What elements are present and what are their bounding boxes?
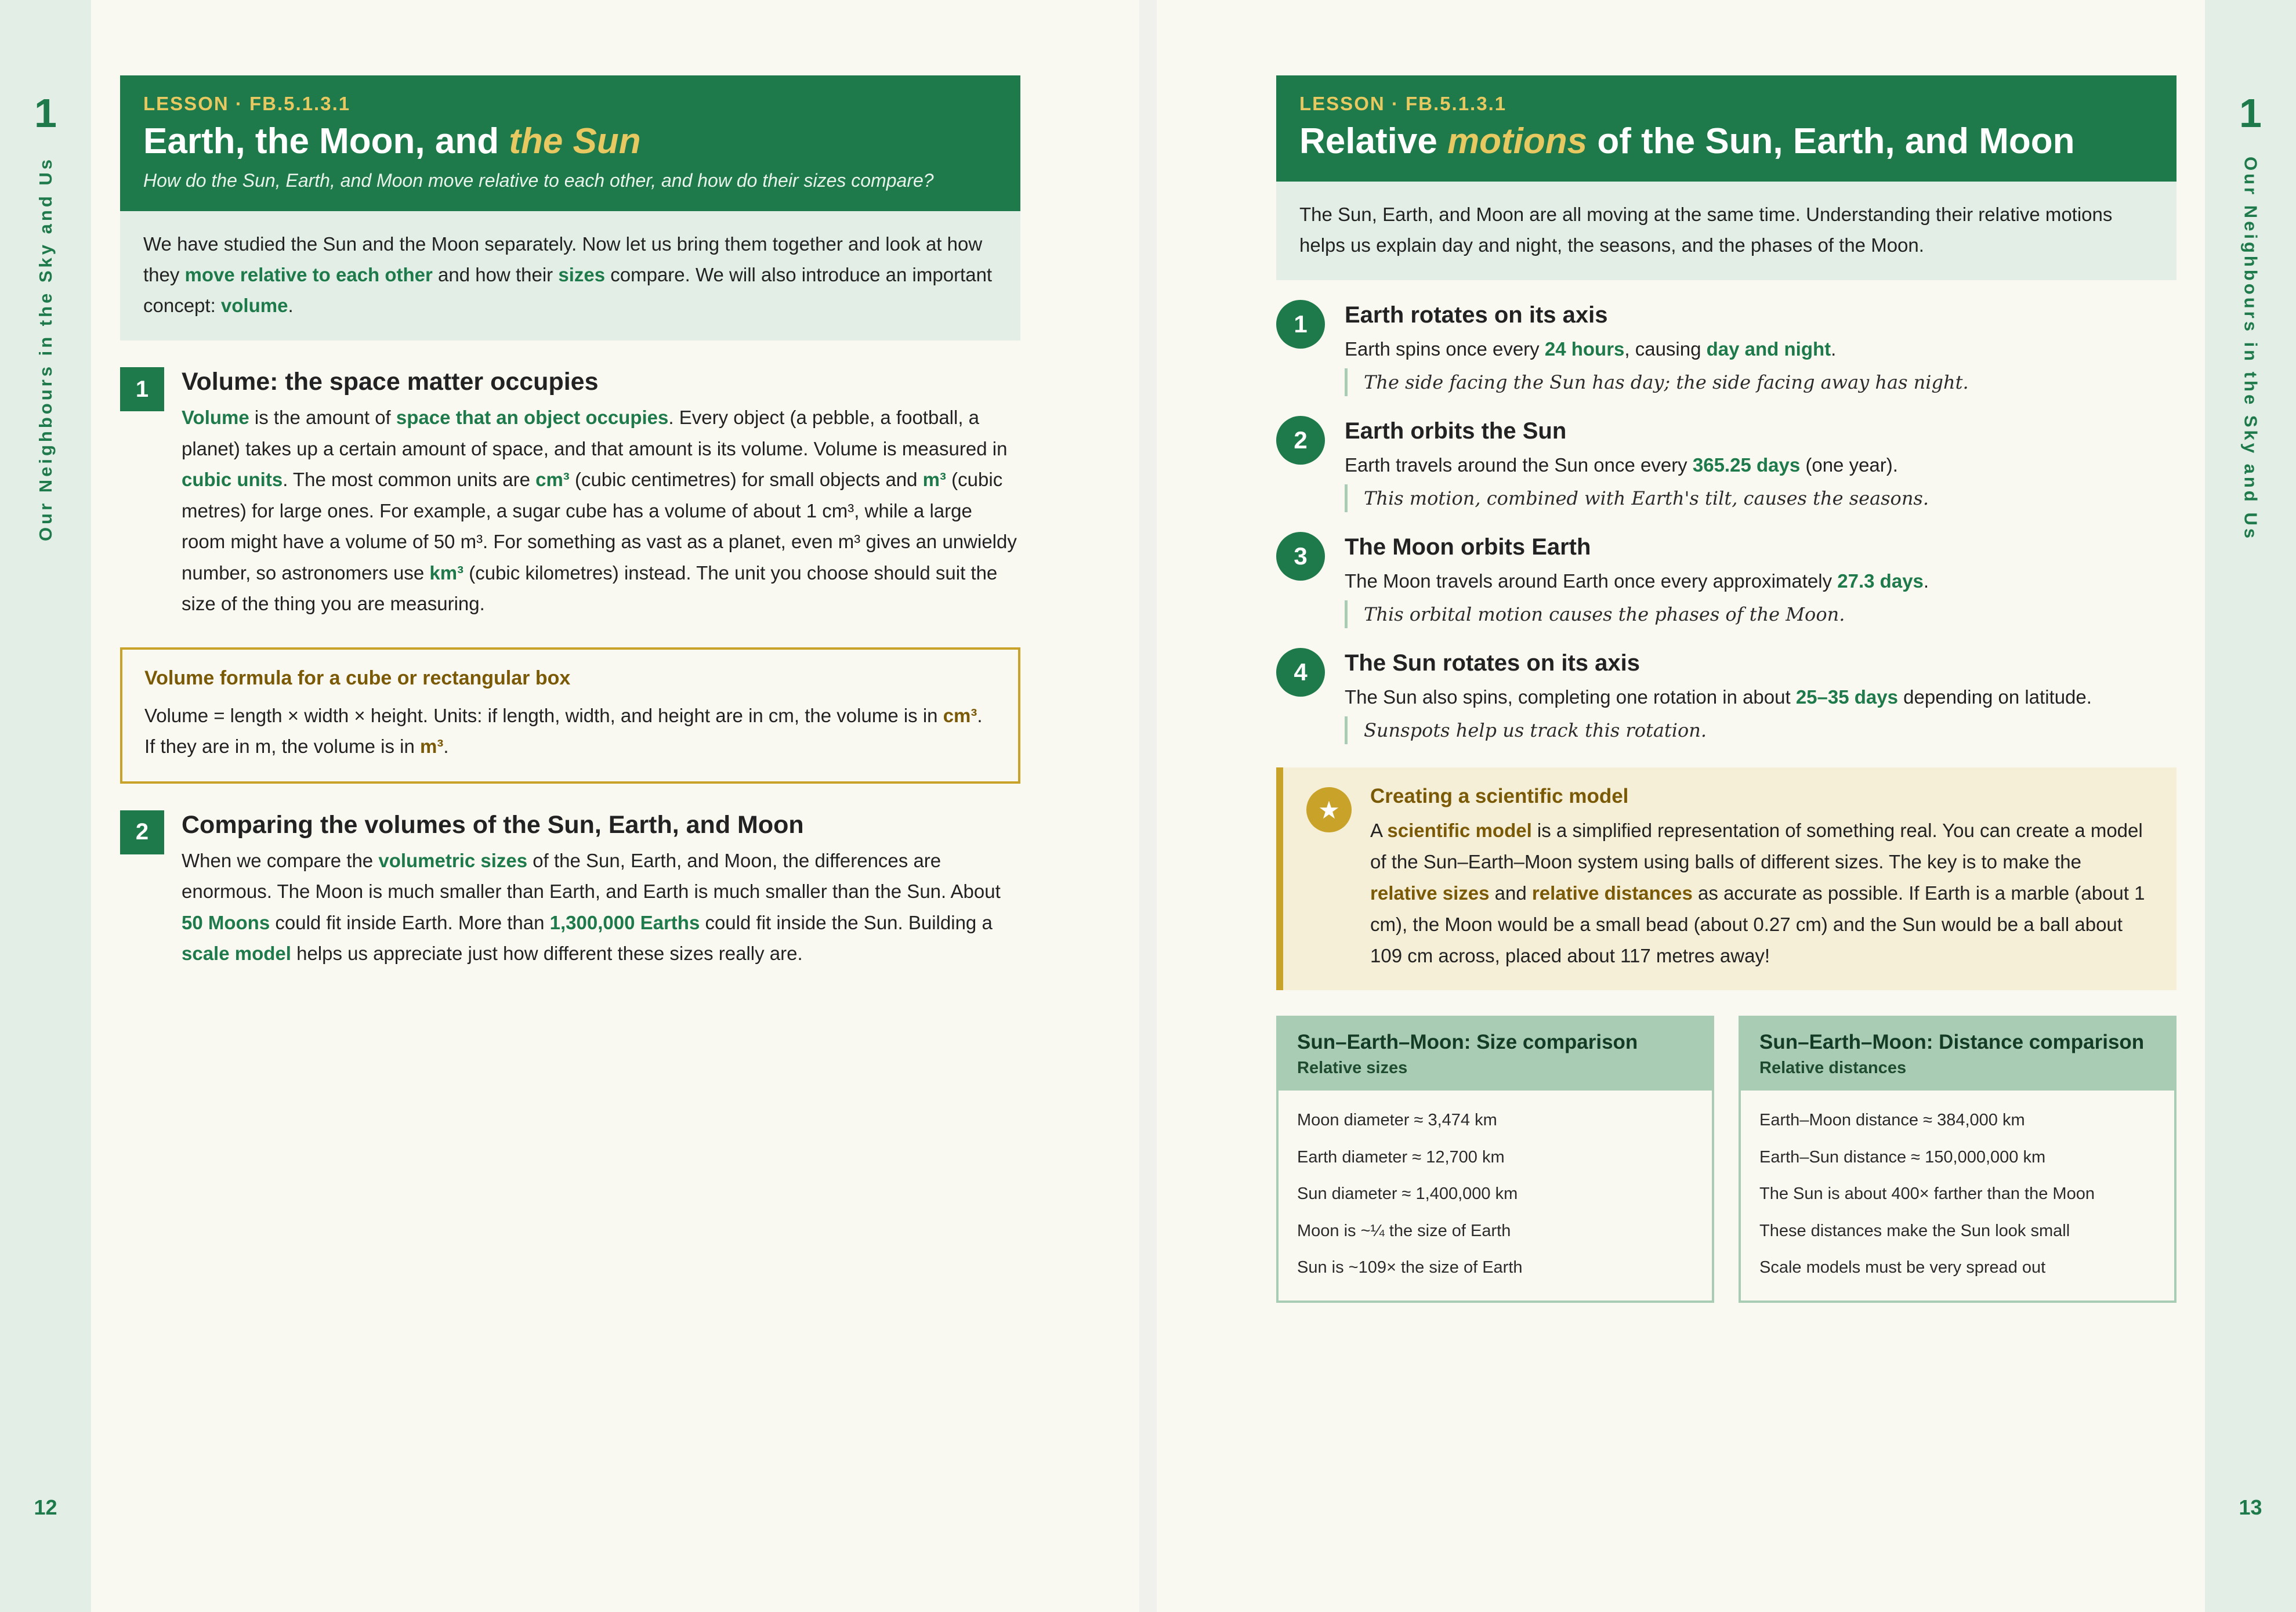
section-comparing-volumes <box>120 808 1020 969</box>
formula-heading: Volume formula for a cube or rectangular box <box>144 666 571 689</box>
lesson-banner <box>120 75 1020 211</box>
motion-number: 2 <box>1276 416 1325 465</box>
title-accent: the Sun <box>509 121 641 161</box>
motion-body: The Moon travels around Earth once every approximately 27.3 days. <box>1345 570 1929 592</box>
chapter-title: Our Neighbours in the Sky and Us <box>2240 157 2261 541</box>
page-title <box>1299 121 2153 162</box>
table-row: Earth diameter ≈ 12,700 km <box>1297 1147 1505 1167</box>
table-row: Scale models must be very spread out <box>1759 1258 2046 1277</box>
right-content <box>1276 75 2177 1303</box>
lesson-code: LESSON · FB.5.1.3.1 <box>1299 93 1507 114</box>
callout-heading: Creating a scientific model <box>1370 785 1629 808</box>
right-page <box>1157 0 2296 1612</box>
chapter-number: 1 <box>34 90 57 136</box>
chapter-number: 1 <box>2239 90 2262 136</box>
motion-number: 1 <box>1276 300 1325 349</box>
title-post: of the Sun, Earth, and Moon <box>1587 121 2075 161</box>
table-row: Earth–Sun distance ≈ 150,000,000 km <box>1759 1147 2046 1167</box>
table-rows <box>1741 1091 2174 1301</box>
title-pre: Relative <box>1299 121 1448 161</box>
intro-paragraph: We have studied the Sun and the Moon separately. Now let us bring them together and look at how they move relative to each other and how their sizes compare. We will also introduce an important concept: volume. <box>120 211 1020 340</box>
table-row: Moon diameter ≈ 3,474 km <box>1297 1111 1497 1130</box>
formula-box <box>120 647 1020 784</box>
left-content <box>120 75 1020 969</box>
size-comparison-table <box>1276 1016 1714 1303</box>
left-page <box>0 0 1139 1612</box>
title-accent: motions <box>1447 121 1588 161</box>
left-gutter <box>0 0 91 1612</box>
section-heading: Volume: the space matter occupies <box>182 368 599 396</box>
motion-note: The side facing the Sun has day; the side facing away has night. <box>1345 368 2177 396</box>
motion-item <box>1276 416 2177 512</box>
table-row: Moon is ~¼ the size of Earth <box>1297 1221 1511 1240</box>
callout-body: A scientific model is a simplified representation of something real. You can create a model of the Sun–Earth–Moon system using balls of different sizes. The key is to make the relative sizes and relative distances as accurate as possible. If Earth is a marble (about 1 cm), the Moon would be a small bead (about 0.27 cm) and the Sun would be a ball about 109 cm across, placed about 117 metres away! <box>1370 820 2145 967</box>
table-title: Sun–Earth–Moon: Distance comparison <box>1759 1031 2145 1054</box>
page-number: 13 <box>2239 1495 2262 1519</box>
motion-note: This orbital motion causes the phases of the Moon. <box>1345 600 2177 628</box>
motion-heading: The Sun rotates on its axis <box>1345 650 1640 676</box>
distance-comparison-table <box>1739 1016 2177 1303</box>
comparison-tables <box>1276 1016 2177 1303</box>
page-number: 12 <box>34 1495 57 1519</box>
table-rows <box>1279 1091 1712 1301</box>
motion-note: This motion, combined with Earth's tilt, causes the seasons. <box>1345 484 2177 512</box>
section-number: 1 <box>120 367 164 411</box>
table-header <box>1741 1018 2174 1091</box>
scientific-model-callout <box>1276 767 2177 990</box>
table-subtitle: Relative sizes <box>1297 1059 1408 1078</box>
lesson-banner <box>1276 75 2177 182</box>
table-title: Sun–Earth–Moon: Size comparison <box>1297 1031 1638 1054</box>
section-heading: Comparing the volumes of the Sun, Earth, and Moon <box>182 810 804 839</box>
page-title <box>143 121 997 162</box>
motion-item <box>1276 300 2177 396</box>
motion-number: 3 <box>1276 532 1325 581</box>
motion-body: Earth travels around the Sun once every 365.25 days (one year). <box>1345 454 1898 476</box>
page-subtitle: How do the Sun, Earth, and Moon move relative to each other, and how do their sizes compare? <box>143 170 934 191</box>
motion-heading: Earth rotates on its axis <box>1345 302 1608 328</box>
section-body: Volume is the amount of space that an object occupies. Every object (a pebble, a football, a planet) takes up a certain amount of space, and that amount is its volume. Volume is measured in cubic units. The most common units are cm³ (cubic centimetres) for small objects and m³ (cubic metres) for large ones. For example, a sugar cube has a volume of about 1 cm³, while a large room might have a volume of 50 m³. For something as vast as a planet, even m³ gives an unwieldy number, so astronomers use km³ (cubic kilometres) instead. The unit you choose should suit the size of the thing you are measuring. <box>182 407 1017 615</box>
lesson-code: LESSON · FB.5.1.3.1 <box>143 93 351 114</box>
section-number: 2 <box>120 810 164 854</box>
motion-heading: The Moon orbits Earth <box>1345 534 1591 560</box>
intro-paragraph: The Sun, Earth, and Moon are all moving at the same time. Understanding their relative motions helps us explain day and night, the seasons, and the phases of the Moon. <box>1276 182 2177 280</box>
motion-number: 4 <box>1276 648 1325 697</box>
star-icon: ★ <box>1306 787 1352 832</box>
motion-heading: Earth orbits the Sun <box>1345 418 1567 444</box>
section-volume <box>120 365 1020 620</box>
motion-body: Earth spins once every 24 hours, causing day and night. <box>1345 338 1837 360</box>
table-row: Sun diameter ≈ 1,400,000 km <box>1297 1184 1518 1204</box>
chapter-title: Our Neighbours in the Sky and Us <box>35 157 56 541</box>
motion-item <box>1276 648 2177 744</box>
table-subtitle: Relative distances <box>1759 1059 1907 1078</box>
table-row: Earth–Moon distance ≈ 384,000 km <box>1759 1111 2025 1130</box>
motion-note: Sunspots help us track this rotation. <box>1345 716 2177 744</box>
table-row: These distances make the Sun look small <box>1759 1221 2070 1240</box>
motion-item <box>1276 532 2177 628</box>
motion-body: The Sun also spins, completing one rotation in about 25–35 days depending on latitude. <box>1345 686 2092 708</box>
right-gutter <box>2205 0 2296 1612</box>
formula-body: Volume = length × width × height. Units: if length, width, and height are in cm, the volume is in cm³. If they are in m, the volume is in m³. <box>144 704 983 757</box>
table-row: The Sun is about 400× farther than the Moon <box>1759 1184 2095 1204</box>
table-header <box>1279 1018 1712 1091</box>
table-row: Sun is ~109× the size of Earth <box>1297 1258 1523 1277</box>
section-body: When we compare the volumetric sizes of the Sun, Earth, and Moon, the differences are enormous. The Moon is much smaller than Earth, and Earth is much smaller than the Sun. About 50 Moons could fit inside Earth. More than 1,300,000 Earths could fit inside the Sun. Building a scale model helps us appreciate just how different these sizes really are. <box>182 849 1001 965</box>
title-main: Earth, the Moon, and <box>143 121 509 161</box>
